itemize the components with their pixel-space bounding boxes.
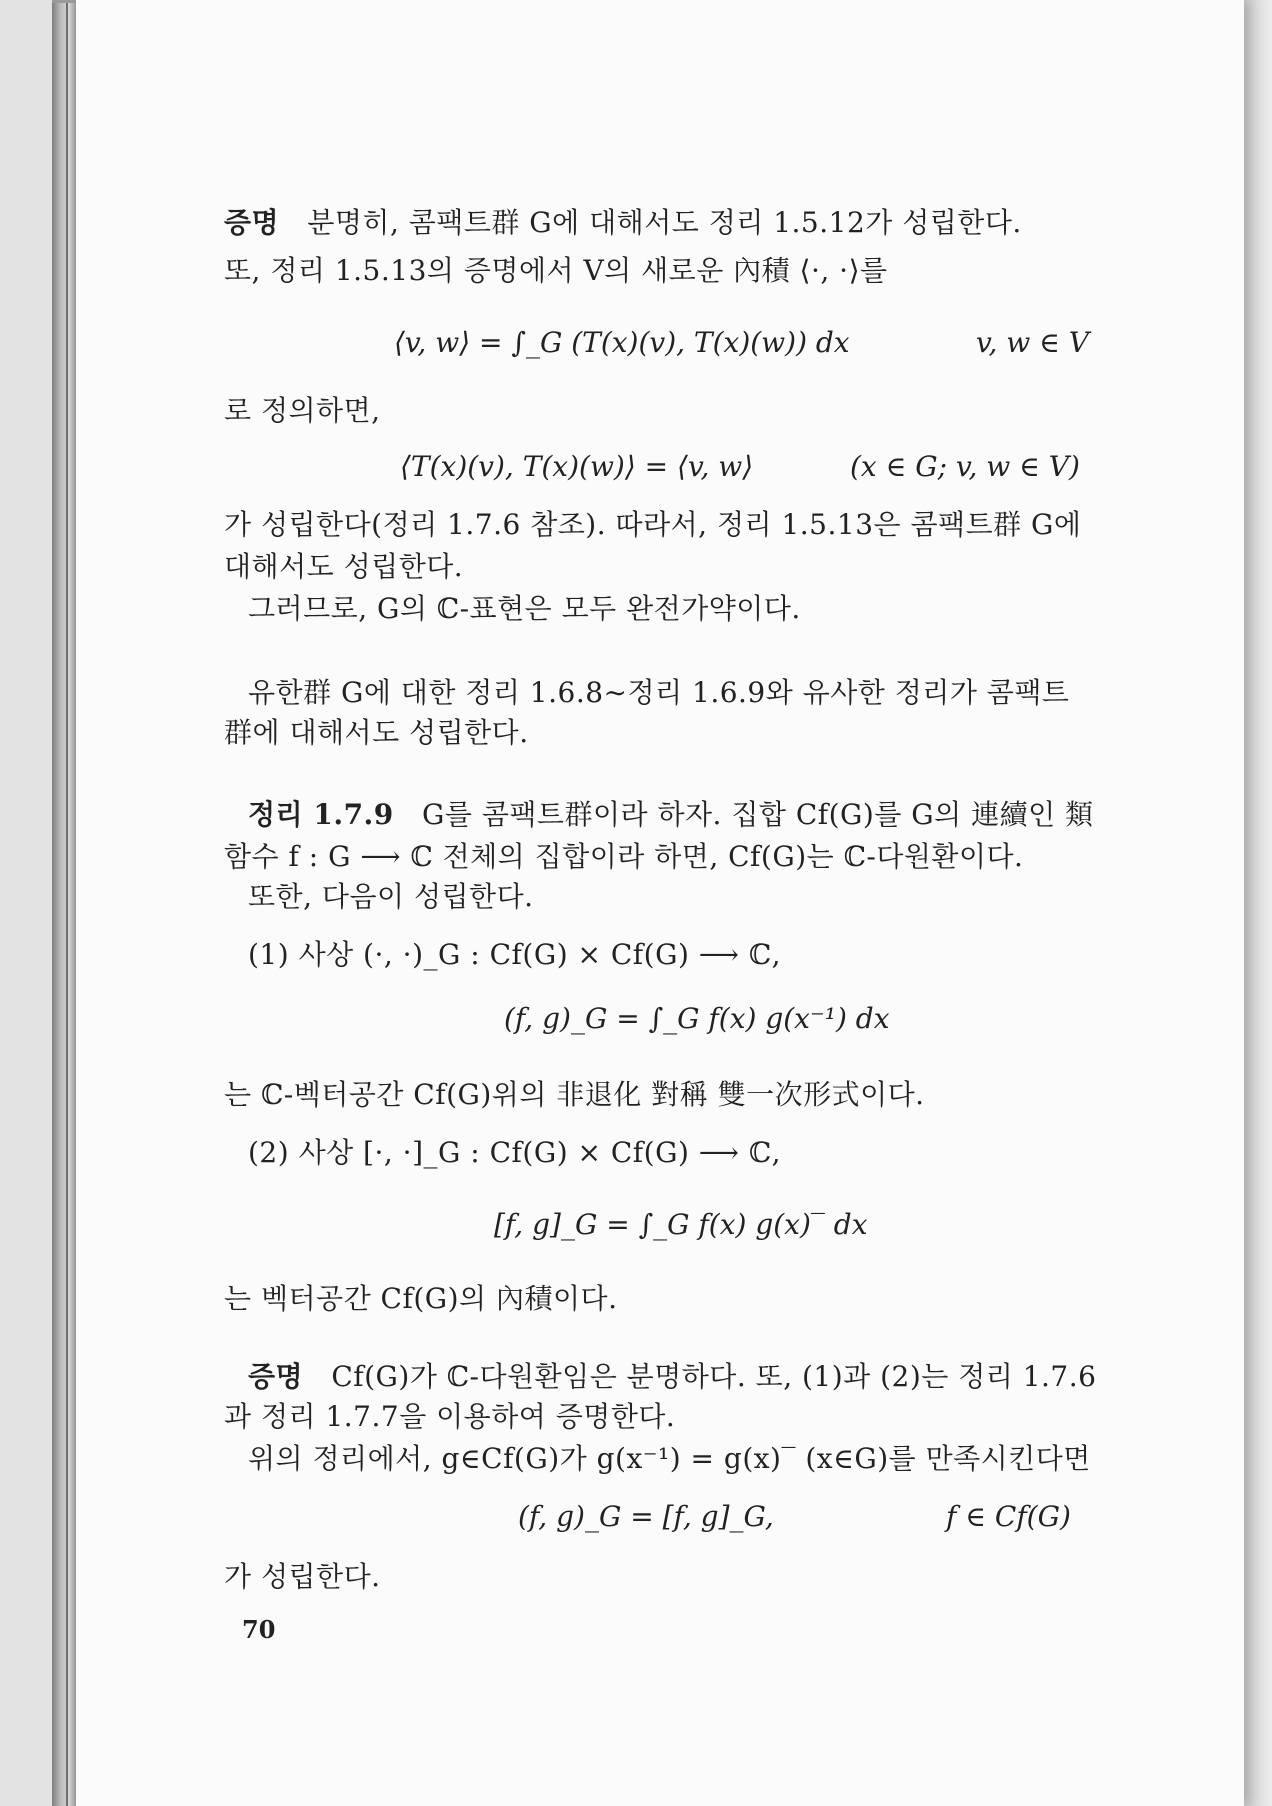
- proof-text: Cf(G)가 ℂ-다원환임은 분명하다. 또, (1)과 (2)는 정리 1.7.6: [331, 1360, 1097, 1393]
- text-line: 또한, 다음이 성립한다.: [248, 880, 534, 913]
- equation-invariance: ⟨T(x)(v), T(x)(w)⟩ = ⟨v, w⟩: [400, 450, 754, 483]
- theorem-line-1: [248, 798, 1094, 832]
- book-spine-edge: [52, 0, 76, 1806]
- text-line: 는 벡터공간 Cf(G)의 內積이다.: [224, 1282, 618, 1315]
- equation-condition: v, w ∈ V: [976, 326, 1090, 359]
- text-line: 함수 f : G ⟶ ℂ 전체의 집합이라 하면, Cf(G)는 ℂ-다원환이다.: [224, 840, 1024, 873]
- text-line: (2) 사상 [·, ·]_G : Cf(G) × Cf(G) ⟶ ℂ,: [248, 1136, 782, 1169]
- text-line: 유한群 G에 대한 정리 1.6.8∼정리 1.6.9와 유사한 정리가 콤팩트: [248, 676, 1070, 709]
- text-line: 는 ℂ-벡터공간 Cf(G)위의 非退化 對稱 雙一次形式이다.: [224, 1078, 925, 1111]
- equation-equality: (f, g)_G = [f, g]_G,: [518, 1500, 774, 1533]
- text-line: 위의 정리에서, g∈Cf(G)가 g(x⁻¹) = g(x)‾ (x∈G)를 만족시킨다면: [248, 1442, 1091, 1475]
- equation-condition: f ∈ Cf(G): [946, 1500, 1071, 1533]
- proof-label: 증명: [248, 1360, 304, 1393]
- book-spine-line: [66, 0, 68, 1806]
- proof-text: 분명히, 콤팩트群 G에 대해서도 정리 1.5.12가 성립한다.: [307, 206, 1022, 239]
- proof-label: 증명: [224, 206, 280, 239]
- equation-inner-product-g: [f, g]_G = ∫_G f(x) g(x)‾ dx: [494, 1208, 868, 1241]
- equation-bilinear-form: (f, g)_G = ∫_G f(x) g(x⁻¹) dx: [504, 1002, 890, 1035]
- page-number: 70: [242, 1615, 276, 1644]
- text-line: 그러므로, G의 ℂ-표현은 모두 완전가약이다.: [248, 592, 801, 625]
- text-line: 群에 대해서도 성립한다.: [224, 716, 529, 749]
- text-line: 로 정의하면,: [224, 394, 381, 427]
- page-right-margin: [1244, 0, 1272, 1806]
- proof-line-1: [224, 206, 1022, 240]
- book-page: [76, 0, 1244, 1806]
- text-line: (1) 사상 (·, ·)_G : Cf(G) × Cf(G) ⟶ ℂ,: [248, 938, 782, 971]
- equation-condition: (x ∈ G; v, w ∈ V): [850, 450, 1080, 483]
- proof-line-2: [248, 1360, 1096, 1394]
- theorem-label: 정리 1.7.9: [248, 798, 394, 831]
- text-line: 과 정리 1.7.7을 이용하여 증명한다.: [224, 1400, 676, 1433]
- equation-inner-product: ⟨v, w⟩ = ∫_G (T(x)(v), T(x)(w)) dx: [394, 326, 850, 359]
- text-line: 가 성립한다.: [224, 1560, 381, 1593]
- theorem-text: G를 콤팩트群이라 하자. 집합 Cf(G)를 G의 連續인 類: [422, 798, 1094, 831]
- text-line: 대해서도 성립한다.: [224, 550, 464, 583]
- text-line: 가 성립한다(정리 1.7.6 참조). 따라서, 정리 1.5.13은 콤팩트群 G에: [224, 508, 1082, 541]
- text-line: 또, 정리 1.5.13의 증명에서 V의 새로운 內積 ⟨·, ·⟩를: [224, 254, 888, 287]
